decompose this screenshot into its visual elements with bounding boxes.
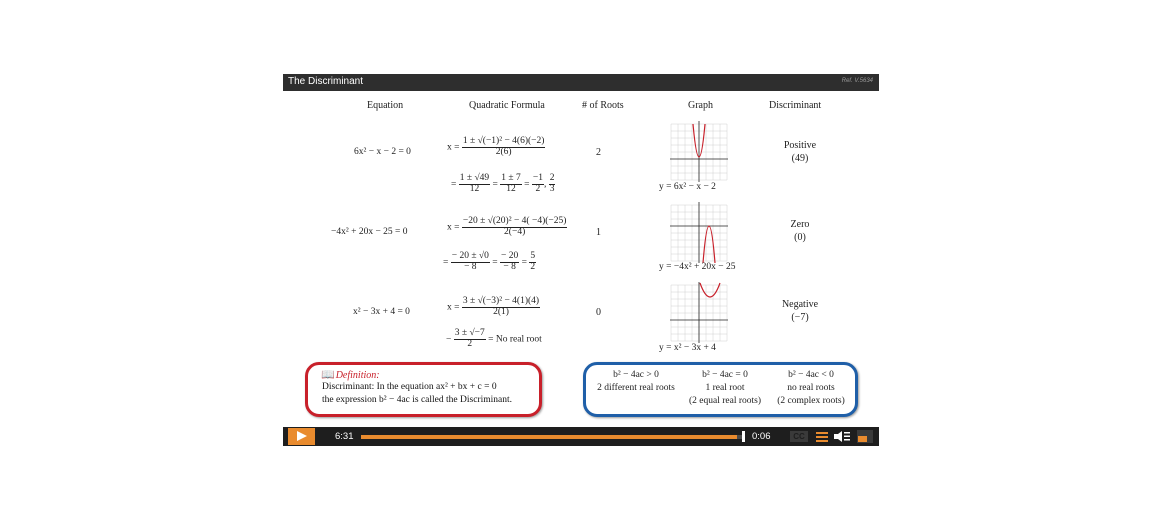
row3-roots: 0 — [596, 307, 601, 318]
row3-formula: x = $\frac{\text{3 ± √(−3)² − 4(1)(4)}}{2(1)}$ — [447, 296, 540, 317]
row2-formula: x = $\frac{\text{−20 ± √(20)² − 4( −4)(−25)}}{2(-4)}$ — [447, 216, 567, 237]
root-case-zero: b² − 4ac = 0 1 real root (2 equal real roots) — [688, 370, 761, 406]
video-title: The Discriminant — [288, 76, 364, 87]
captions-button[interactable]: CC — [790, 431, 808, 442]
row3-graph-label: y = x² − 3x + 4 — [659, 343, 716, 353]
definition-box — [305, 362, 542, 417]
row1-simplified: = $\frac{1 \pm √49}{12}$ = $\frac{1 \pm 7}{12}$ = $\frac{-1}{2}$ , $\frac{2}{3}$ — [451, 173, 555, 194]
row3-equation: x² − 3x + 4 = 0 — [353, 307, 410, 317]
play-button[interactable] — [288, 428, 315, 445]
header-equation: Equation — [367, 100, 404, 111]
root-case-positive: b² − 4ac > 0 2 different real roots — [597, 370, 675, 393]
progress-scrubber[interactable] — [742, 431, 745, 442]
row3-discriminant: Negative (−7) — [781, 299, 819, 323]
fullscreen-icon[interactable] — [857, 430, 873, 443]
definition-heading: Definition: — [335, 370, 380, 381]
definition-line-1: Discriminant: In the equation ax² + bx + c = 0 — [322, 382, 497, 392]
progress-fill — [361, 435, 737, 439]
row3-graph — [670, 281, 728, 343]
row3-simplified: − $\frac{3 \pm √-7}{2}$ = No real root — [446, 328, 542, 349]
video-player[interactable] — [283, 74, 879, 446]
progress-track[interactable] — [361, 435, 745, 439]
remaining-time: 0:06 — [752, 431, 771, 442]
title-bar — [283, 74, 879, 91]
root-case-negative: b² − 4ac < 0 no real roots (2 complex roots) — [777, 370, 845, 406]
row2-graph-label: y = −4x² + 20x − 25 — [659, 262, 736, 272]
header-graph: Graph — [688, 100, 713, 111]
definition-line-2: the expression b² − 4ac is called the Discriminant. — [322, 395, 512, 405]
slide — [283, 91, 879, 427]
row1-graph — [670, 120, 728, 182]
row2-graph — [670, 201, 728, 263]
header-discriminant: Discriminant — [769, 100, 822, 111]
control-bar — [283, 427, 879, 446]
row1-roots: 2 — [596, 147, 601, 158]
menu-icon[interactable] — [816, 431, 828, 442]
elapsed-time: 6:31 — [335, 431, 354, 442]
row2-equation: −4x² + 20x − 25 = 0 — [331, 227, 408, 237]
video-ref: Ref. V.5634 — [841, 78, 873, 84]
header-roots: # of Roots — [582, 100, 624, 111]
book-icon: 📖 — [321, 369, 335, 381]
volume-icon[interactable] — [833, 430, 853, 443]
row1-equation: 6x² − x − 2 = 0 — [354, 147, 411, 157]
row1-formula: x = $\frac{\text{1 ± √(−1)² − 4(6)(−2)}}{2(6)}$ — [447, 136, 545, 157]
row2-simplified: = $\frac{- 20 \pm √0}{- 8}$ = $\frac{- 20}{- 8}$ = $\frac{5}{2}$ — [443, 251, 536, 272]
row2-discriminant: Zero (0) — [790, 219, 810, 243]
row2-roots: 1 — [596, 227, 601, 238]
header-formula: Quadratic Formula — [469, 100, 545, 111]
row1-discriminant: Positive (49) — [783, 140, 817, 164]
play-icon — [297, 431, 307, 441]
row1-graph-label: y = 6x² − x − 2 — [659, 182, 716, 192]
root-cases-box — [583, 362, 858, 417]
